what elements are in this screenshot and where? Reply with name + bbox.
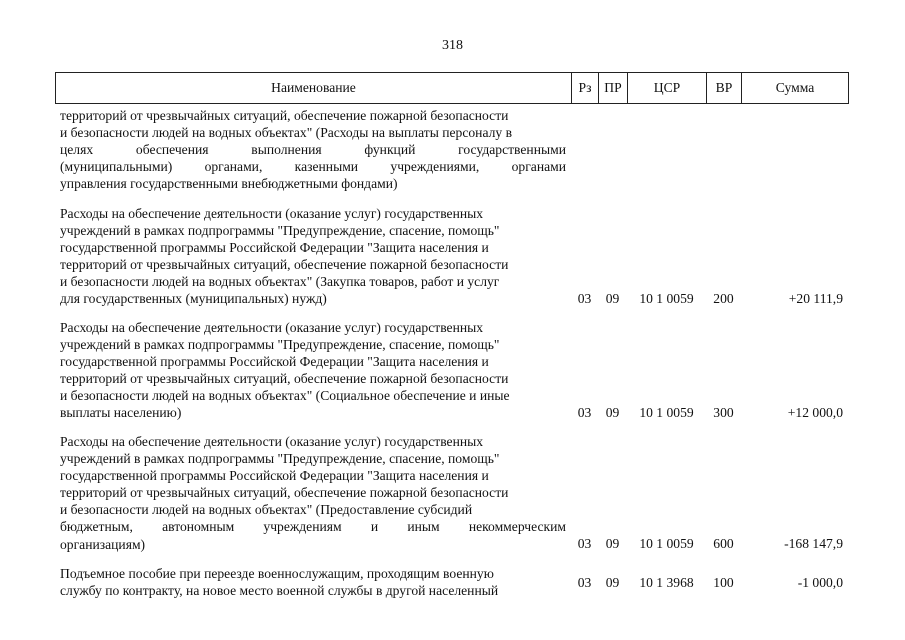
row-name-line: Расходы на обеспечение деятельности (оказание услуг) государственных: [60, 434, 484, 449]
row-name-line: службу по контракту, на новое место военной службы в другой населенный: [60, 583, 499, 599]
row-sum: +20 111,9: [788, 291, 843, 306]
row-name-line: и безопасности людей на водных объектах" (Социальное обеспечение и иные: [60, 388, 510, 404]
row-sum: -1 000,0: [797, 575, 843, 590]
row-name-line: учреждений в рамках подпрограммы "Предупреждение, спасение, помощь": [60, 223, 500, 239]
row-name-line: территорий от чрезвычайных ситуаций, обеспечение пожарной безопасности: [60, 485, 509, 501]
row-name: [60, 205, 566, 308]
header-rz: Рз: [572, 73, 599, 103]
row-name-line: территорий от чрезвычайных ситуаций, обеспечение пожарной безопасности: [60, 108, 509, 123]
row-name-line: государственной программы Российской Федерации "Защита населения и: [60, 354, 489, 370]
row-vr: 200: [713, 291, 734, 306]
row-name-line: бюджетным, автономным учреждениям и иным некоммерческим: [60, 519, 566, 535]
header-name: Наименование: [56, 73, 572, 103]
row-csr: 10 1 3968: [639, 575, 694, 590]
row-rz: 03: [577, 536, 592, 551]
row-name-line: и безопасности людей на водных объектах" (Закупка товаров, работ и услуг: [60, 274, 500, 290]
table-header: [55, 72, 849, 104]
row-name-line: выплаты населению): [60, 405, 182, 421]
row-sum: +12 000,0: [787, 405, 843, 420]
row-name-line: государственной программы Российской Федерации "Защита населения и: [60, 240, 489, 256]
row-name-line: (муниципальными) органами, казенными учреждениями, органами: [60, 159, 566, 175]
row-name-line: Расходы на обеспечение деятельности (оказание услуг) государственных: [60, 206, 484, 221]
row-pr: 09: [605, 291, 620, 306]
row-name-line: учреждений в рамках подпрограммы "Предупреждение, спасение, помощь": [60, 451, 500, 467]
row-name-line: и безопасности людей на водных объектах" (Предоставление субсидий: [60, 502, 473, 518]
row-name: [60, 565, 566, 599]
header-pr: ПР: [599, 73, 628, 103]
row-vr: 300: [713, 405, 734, 420]
row-sum: -168 147,9: [784, 536, 843, 551]
header-sum: Сумма: [775, 80, 815, 95]
row-rz: 03: [577, 575, 592, 590]
row-name-line: территорий от чрезвычайных ситуаций, обеспечение пожарной безопасности: [60, 371, 509, 387]
row-vr: 600: [713, 536, 734, 551]
row-name-line: государственной программы Российской Федерации "Защита населения и: [60, 468, 489, 484]
row-name: [60, 433, 566, 553]
row-name-line: и безопасности людей на водных объектах" (Расходы на выплаты персоналу в: [60, 125, 513, 141]
page-number: 318: [442, 38, 463, 53]
row-pr: 09: [605, 575, 620, 590]
row-name-line: организациям): [60, 536, 146, 552]
row-name: [60, 107, 566, 192]
row-name-line: учреждений в рамках подпрограммы "Предупреждение, спасение, помощь": [60, 337, 500, 353]
row-vr: 100: [713, 575, 734, 590]
row-name-line: управления государственными внебюджетными фондами): [60, 176, 398, 192]
row-name-line: Подъемное пособие при переезде военнослужащим, проходящим военную: [60, 566, 494, 581]
row-name-line: целях обеспечения выполнения функций государственными: [60, 142, 566, 158]
row-name: [60, 319, 566, 422]
header-vr: ВР: [707, 73, 742, 103]
row-rz: 03: [577, 405, 592, 420]
header-csr: ЦСР: [628, 73, 707, 103]
row-csr: 10 1 0059: [639, 291, 694, 306]
row-name-line: для государственных (муниципальных) нужд): [60, 291, 327, 307]
row-csr: 10 1 0059: [639, 405, 694, 420]
row-csr: 10 1 0059: [639, 536, 694, 551]
row-pr: 09: [605, 536, 620, 551]
row-pr: 09: [605, 405, 620, 420]
row-rz: 03: [577, 291, 592, 306]
row-name-line: Расходы на обеспечение деятельности (оказание услуг) государственных: [60, 320, 484, 335]
row-name-line: территорий от чрезвычайных ситуаций, обеспечение пожарной безопасности: [60, 257, 509, 273]
